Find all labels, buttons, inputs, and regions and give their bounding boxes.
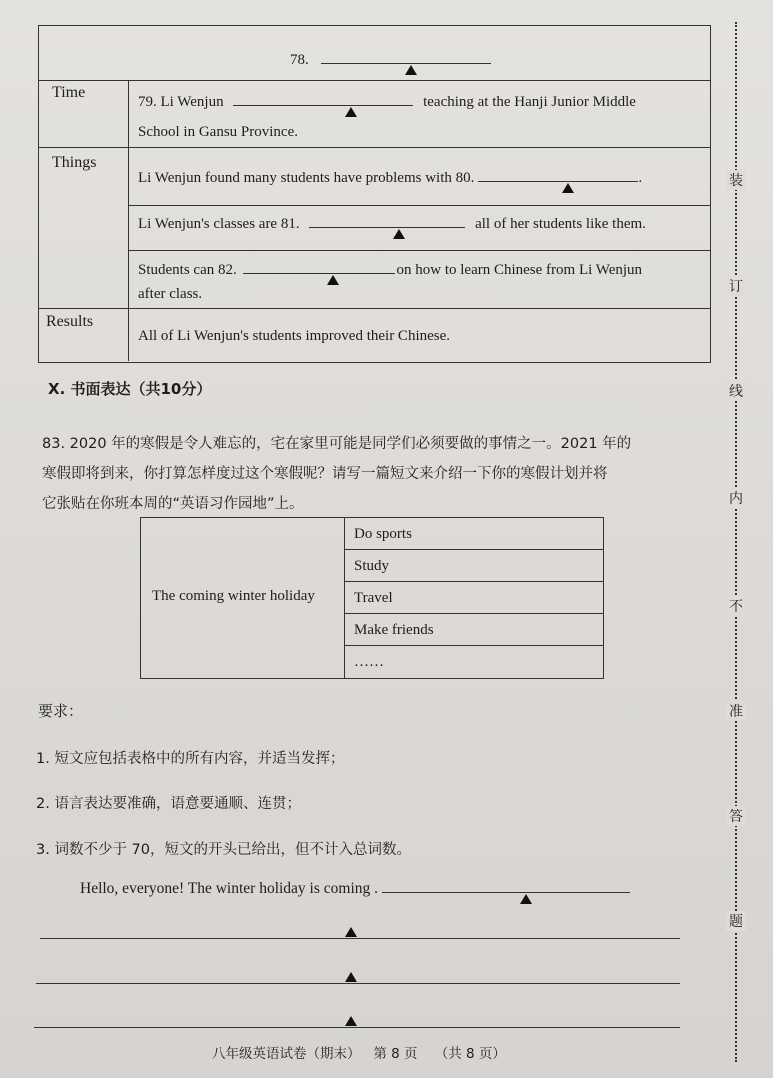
row-label-things: Things	[52, 154, 97, 171]
q79-answer-blank[interactable]	[233, 105, 413, 106]
plan-row-divider	[344, 645, 603, 646]
triangle-marker-icon	[345, 972, 357, 982]
section-title: X. 书面表达（共10分）	[48, 380, 212, 398]
q82-suffix: on how to learn Chinese from Li Wenjun	[396, 262, 643, 278]
plan-row-divider	[344, 549, 603, 550]
q81-answer-blank[interactable]	[309, 227, 465, 228]
triangle-marker-icon	[562, 183, 574, 193]
plan-left-label: The coming winter holiday	[152, 588, 315, 604]
prompt-line-3: 它张贴在你班本周的“英语习作园地”上。	[42, 496, 304, 512]
q80-suffix: .	[638, 170, 643, 186]
q78-number: 78.	[290, 52, 309, 68]
binding-char: 准	[726, 701, 746, 721]
binding-char: 答	[726, 806, 746, 826]
writing-line-1[interactable]	[382, 892, 630, 893]
opening-text: Hello, everyone! The winter holiday is coming .	[80, 880, 379, 897]
table-row-divider	[38, 80, 710, 81]
prompt-line-1: 83. 2020 年的寒假是令人难忘的，宅在家里可能是同学们必须要做的事情之一。2021 年的	[42, 436, 632, 452]
table-row-divider	[38, 308, 710, 309]
triangle-marker-icon	[345, 1016, 357, 1026]
table-row-divider	[38, 147, 710, 148]
q79-line	[138, 94, 703, 111]
q82-prefix: Students can 82.	[138, 262, 237, 278]
q79-line2: School in Gansu Province.	[138, 124, 298, 140]
q80-prefix: Li Wenjun found many students have problems with 80.	[138, 170, 475, 186]
q79-suffix: teaching at the Hanji Junior Middle	[423, 94, 636, 110]
plan-row-divider	[344, 613, 603, 614]
info-table-border	[38, 25, 711, 363]
q82-answer-blank[interactable]	[243, 273, 395, 274]
plan-row-divider	[344, 581, 603, 582]
triangle-marker-icon	[520, 894, 532, 904]
opening-line	[80, 880, 630, 898]
requirement-item: 3. 词数不少于 70，短文的开头已给出，但不计入总词数。	[36, 842, 412, 858]
q80-answer-blank[interactable]	[478, 181, 638, 182]
q81-suffix: all of her students like them.	[475, 216, 646, 232]
q82-line	[138, 262, 642, 279]
q79-prefix: 79. Li Wenjun	[138, 94, 224, 110]
writing-line-3[interactable]	[36, 983, 680, 984]
plan-item: Do sports	[354, 526, 412, 542]
writing-line-4[interactable]	[34, 1027, 680, 1028]
plan-item: Make friends	[354, 622, 434, 638]
binding-char: 不	[726, 596, 746, 616]
plan-item: Study	[354, 558, 390, 574]
q78-row	[290, 52, 491, 69]
binding-char: 线	[726, 381, 746, 401]
requirement-item: 1. 短文应包括表格中的所有内容，并适当发挥；	[36, 751, 345, 767]
row-label-time: Time	[52, 84, 86, 101]
triangle-marker-icon	[345, 927, 357, 937]
triangle-marker-icon	[405, 65, 417, 75]
requirement-item: 2. 语言表达要准确，语意要通顺、连贯；	[36, 796, 301, 812]
binding-char: 题	[726, 911, 746, 931]
binding-char: 装	[726, 170, 746, 190]
binding-char: 订	[726, 276, 746, 296]
q81-prefix: Li Wenjun's classes are 81.	[138, 216, 300, 232]
plan-item: ……	[354, 654, 384, 670]
q80-line	[138, 170, 642, 187]
binding-char: 内	[726, 488, 746, 508]
q81-line	[138, 216, 646, 233]
table-row-divider	[128, 250, 710, 251]
q78-answer-blank[interactable]	[321, 63, 491, 64]
prompt-line-2: 寒假即将到来，你打算怎样度过这个寒假呢？请写一篇短文来介绍一下你的寒假计划并将	[42, 466, 608, 482]
triangle-marker-icon	[345, 107, 357, 117]
requirements-title: 要求：	[38, 702, 84, 720]
plan-table-column-divider	[344, 517, 345, 678]
row-label-results: Results	[46, 313, 94, 330]
plan-item: Travel	[354, 590, 393, 606]
triangle-marker-icon	[393, 229, 405, 239]
info-table-column-divider	[128, 80, 129, 361]
page-footer: 八年级英语试卷（期末） 第 8 页 （共 8 页）	[212, 1046, 506, 1062]
writing-line-2[interactable]	[40, 938, 680, 939]
results-text: All of Li Wenjun's students improved their Chinese.	[138, 328, 451, 344]
q82-line2: after class.	[138, 286, 203, 302]
table-row-divider	[128, 205, 710, 206]
triangle-marker-icon	[327, 275, 339, 285]
